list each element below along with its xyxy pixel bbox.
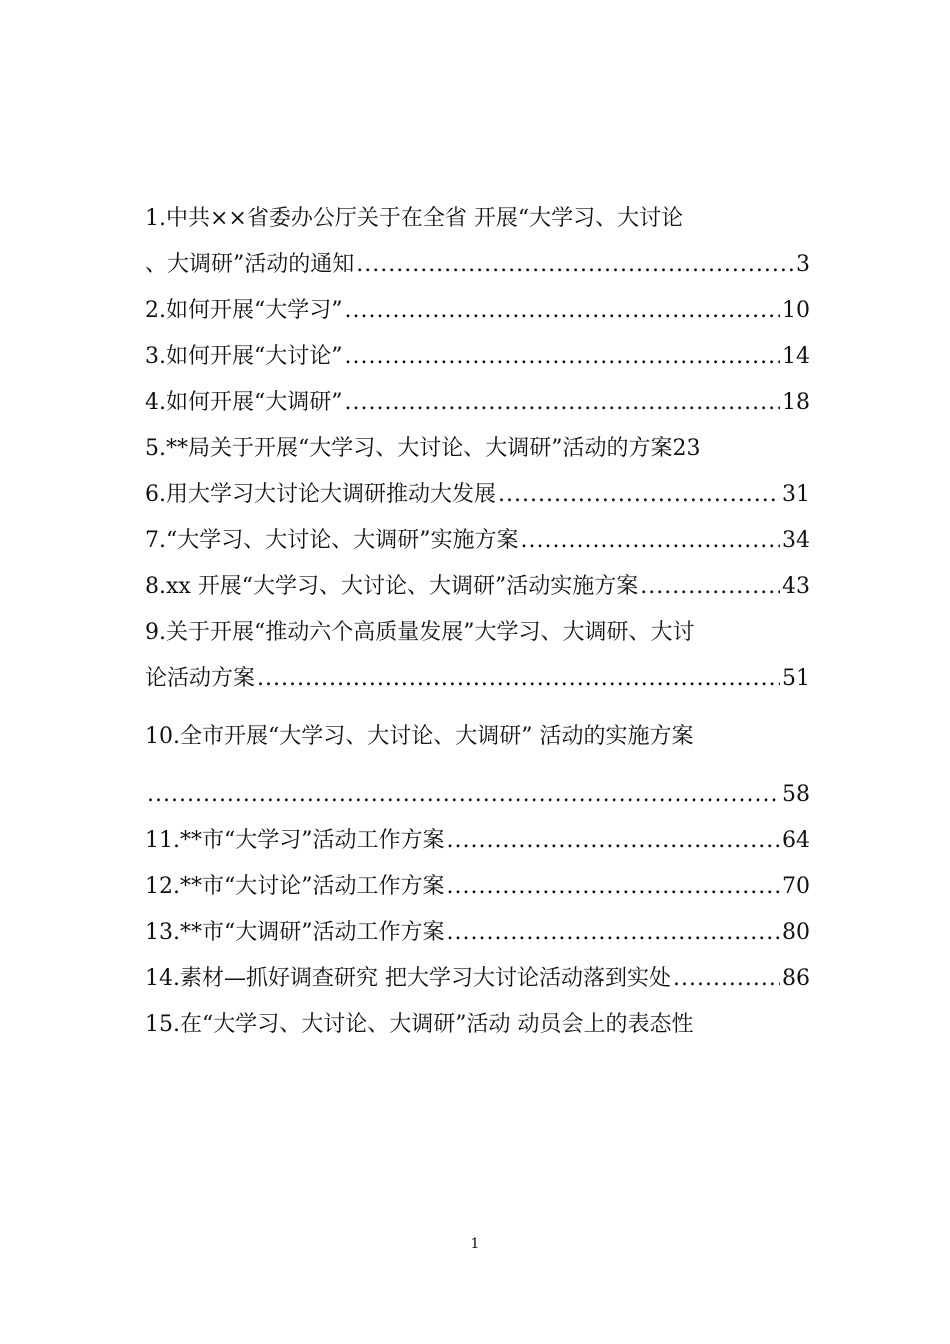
toc-entry-5 (145, 426, 810, 472)
toc-entry-3 (145, 334, 810, 380)
toc-page-number: 34 (782, 528, 810, 553)
toc-page-number: 18 (782, 390, 810, 415)
toc-entry-4 (145, 380, 810, 426)
toc-page-number: 31 (782, 482, 810, 507)
page-number: 1 (470, 1236, 480, 1252)
toc-entry-title: 6.用大学习大讨论大调研推动大发展 (145, 482, 496, 507)
toc-entry-10-line1: 10.全市开展“大学习、大讨论、大调研” 活动的实施方案 (145, 724, 694, 749)
toc-page-number: 23 (672, 436, 701, 461)
leader-dots (356, 242, 794, 288)
leader-dots (147, 772, 780, 818)
toc-entry-11 (145, 818, 810, 864)
toc-entry-title: 7.“大学习、大讨论、大调研”实施方案 (145, 528, 519, 553)
toc-entry-9-line1: 9.关于开展“推动六个高质量发展”大学习、大调研、大讨 (145, 620, 695, 645)
toc-entry-1-line1: 1.中共××省委办公厅关于在全省 开展“大学习、大讨论 (145, 206, 684, 231)
toc-entry-title: 5.**局关于开展“大学习、大讨论、大调研”活动的方案 (145, 436, 673, 461)
toc-entry-title: 论活动方案 (145, 666, 256, 691)
toc-entry-title: 12.**市“大讨论”活动工作方案 (145, 874, 445, 899)
leader-dots (446, 864, 780, 910)
toc-entry-title: 2.如何开展“大学习” (145, 298, 343, 323)
toc-page-number: 58 (782, 782, 810, 807)
toc-entry-title: 13.**市“大调研”活动工作方案 (145, 920, 445, 945)
toc-entry-8 (145, 564, 810, 610)
leader-dots (673, 956, 780, 1002)
toc-page-number: 51 (782, 666, 810, 691)
table-of-contents (145, 196, 810, 1048)
leader-dots (257, 656, 780, 702)
leader-dots (446, 910, 780, 956)
toc-entry-7 (145, 518, 810, 564)
toc-entry-1-line2 (145, 242, 810, 288)
toc-page-number: 3 (796, 252, 810, 277)
toc-entry-title: 3.如何开展“大讨论” (145, 344, 343, 369)
leader-dots (498, 472, 780, 518)
leader-dots (640, 564, 780, 610)
toc-entry-6 (145, 472, 810, 518)
toc-page-number: 64 (782, 828, 810, 853)
toc-entry-title: 15.在“大学习、大讨论、大调研”活动 动员会上的表态性 (145, 1012, 694, 1037)
toc-entry-12 (145, 864, 810, 910)
toc-page-number: 80 (782, 920, 810, 945)
toc-page-number: 86 (782, 966, 810, 991)
toc-entry-title: 、大调研”活动的通知 (145, 252, 355, 277)
toc-entry-14 (145, 956, 810, 1002)
leader-dots (345, 380, 781, 426)
toc-page-number: 10 (782, 298, 810, 323)
toc-entry-title: 8.xx 开展“大学习、大讨论、大调研”活动实施方案 (145, 574, 639, 599)
toc-entry-2 (145, 288, 810, 334)
leader-dots (446, 818, 780, 864)
toc-entry-title: 11.**市“大学习”活动工作方案 (145, 828, 445, 853)
leader-dots (345, 334, 781, 380)
toc-entry-9-line2 (145, 656, 810, 702)
toc-entry-10-line2 (145, 772, 810, 818)
toc-entry-title: 14.素材—抓好调查研究 把大学习大讨论活动落到实处 (145, 966, 671, 991)
leader-dots (345, 288, 781, 334)
toc-page-number: 14 (782, 344, 810, 369)
toc-entry-title: 4.如何开展“大调研” (145, 390, 343, 415)
leader-dots (521, 518, 781, 564)
toc-entry-15 (145, 1002, 810, 1048)
toc-page-number: 70 (782, 874, 810, 899)
toc-entry-13 (145, 910, 810, 956)
toc-page-number: 43 (782, 574, 810, 599)
